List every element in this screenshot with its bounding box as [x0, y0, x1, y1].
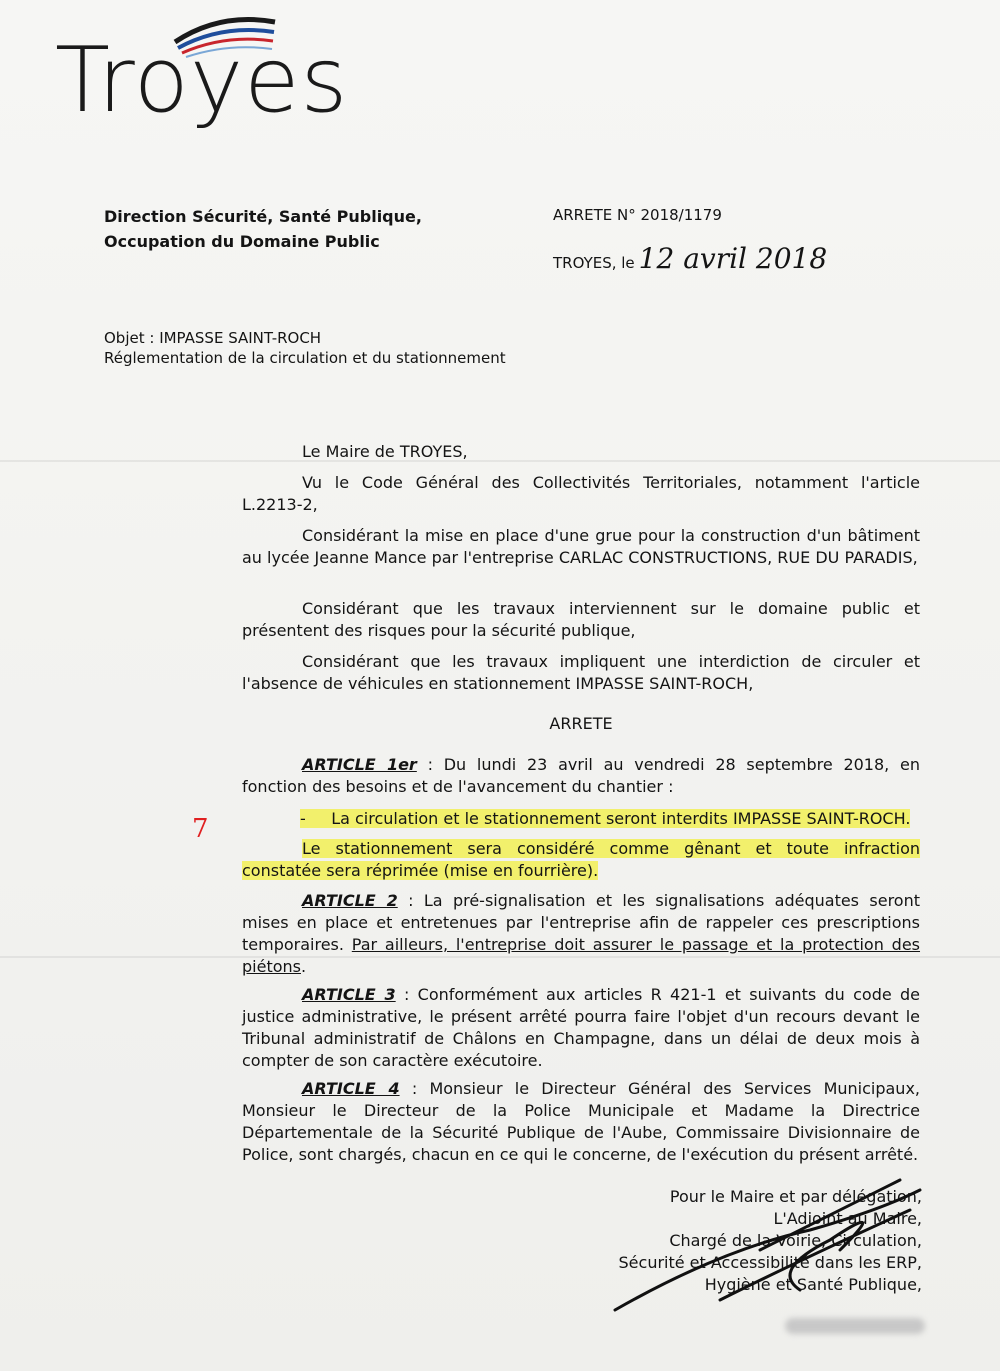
handwritten-signature-icon — [600, 1170, 940, 1320]
arrete-number: ARRETE N° 2018/1179 — [553, 206, 722, 224]
signature-line: L'Adjoint au Maire, — [773, 1209, 922, 1228]
objet-line: Objet : IMPASSE SAINT-ROCH — [104, 329, 322, 347]
troyes-logo: Troyes — [55, 28, 349, 133]
article-4-text: : Monsieur le Directeur Général des Services Municipaux, Monsieur le Directeur de la Police Municipale et Madame la Directrice Départementale de la Sécurité Publique de l'Aube, Commissaire Divisionnaire de Police, sont chargés, chacun en ce qui le concerne, de l'exécution du présent arrêté. — [242, 1079, 921, 1164]
maire-heading: Le Maire de TROYES, — [302, 442, 468, 461]
direction-block — [104, 204, 422, 254]
article-2-underlined: Par ailleurs, l'entreprise doit assurer le passage et la protection des piétons — [242, 935, 921, 976]
article-4 — [242, 1078, 920, 1166]
annotation-number: 7 — [192, 814, 209, 844]
objet-line: Réglementation de la circulation et du stationnement — [104, 349, 506, 367]
signature-line: Chargé de la Voirie, Circulation, — [669, 1231, 922, 1250]
highlighted-text: Le stationnement sera considéré comme gênant et toute infraction constatée sera réprimée (mise en fourrière). — [242, 839, 920, 880]
signature-line: Pour le Maire et par délégation, — [669, 1187, 922, 1206]
considerant-paragraph: Considérant que les travaux interviennent sur le domaine public et présentent des risques pour la sécurité publique, — [242, 599, 920, 640]
article-2 — [242, 890, 920, 978]
arrete-title: ARRETE — [549, 714, 613, 733]
date-line — [553, 242, 827, 275]
article-4-label: ARTICLE 4 — [302, 1079, 400, 1098]
article-2-label: ARTICLE 2 — [302, 891, 398, 910]
article-3-label: ARTICLE 3 — [302, 985, 396, 1004]
direction-line: Direction Sécurité, Santé Publique, — [104, 207, 422, 226]
objet-block — [104, 328, 506, 368]
article-1 — [242, 754, 920, 798]
highlighted-text: - La circulation et le stationnement seront interdits IMPASSE SAINT-ROCH. — [300, 809, 911, 828]
article-1-label: ARTICLE 1er — [302, 755, 417, 774]
signature-line: Sécurité et Accessibilité dans les ERP, — [618, 1253, 922, 1272]
article-1-note — [242, 838, 920, 882]
article-3 — [242, 984, 920, 1072]
article-1-text: : Du lundi 23 avril au vendredi 28 septembre 2018, en fonction des besoins et de l'avancement du chantier : — [242, 755, 920, 796]
considerant-paragraph: Considérant la mise en place d'une grue pour la construction d'un bâtiment au lycée Jeanne Mance par l'entreprise CARLAC CONSTRUCTIONS, RUE DU PARADIS, — [242, 526, 920, 567]
article-2-end: . — [300, 957, 307, 976]
article-2-text: : La pré-signalisation et les signalisations adéquates seront mises en place et entretenues par l'entreprise afin de rappeler ces prescriptions temporaires. — [242, 891, 921, 954]
article-3-text: : Conformément aux articles R 421-1 et suivants du code de justice administrative, le présent arrêté pourra faire l'objet d'un recours devant le Tribunal administratif de Châlons en Champagne, dans un délai de deux mois à compter de son caractère exécutoire. — [242, 985, 921, 1070]
blurred-name — [785, 1318, 925, 1334]
date-place: TROYES, le — [553, 254, 635, 272]
considerant-paragraph: Considérant que les travaux impliquent une interdiction de circuler et l'absence de véhicules en stationnement IMPASSE SAINT-ROCH, — [242, 652, 920, 693]
handwritten-date: 12 avril 2018 — [638, 242, 828, 275]
signature-line: Hygiène et Santé Publique, — [704, 1275, 922, 1294]
vu-paragraph: Vu le Code Général des Collectivités Territoriales, notamment l'article L.2213-2, — [242, 473, 920, 514]
direction-line: Occupation du Domaine Public — [104, 232, 380, 251]
article-1-bullet — [300, 808, 920, 830]
